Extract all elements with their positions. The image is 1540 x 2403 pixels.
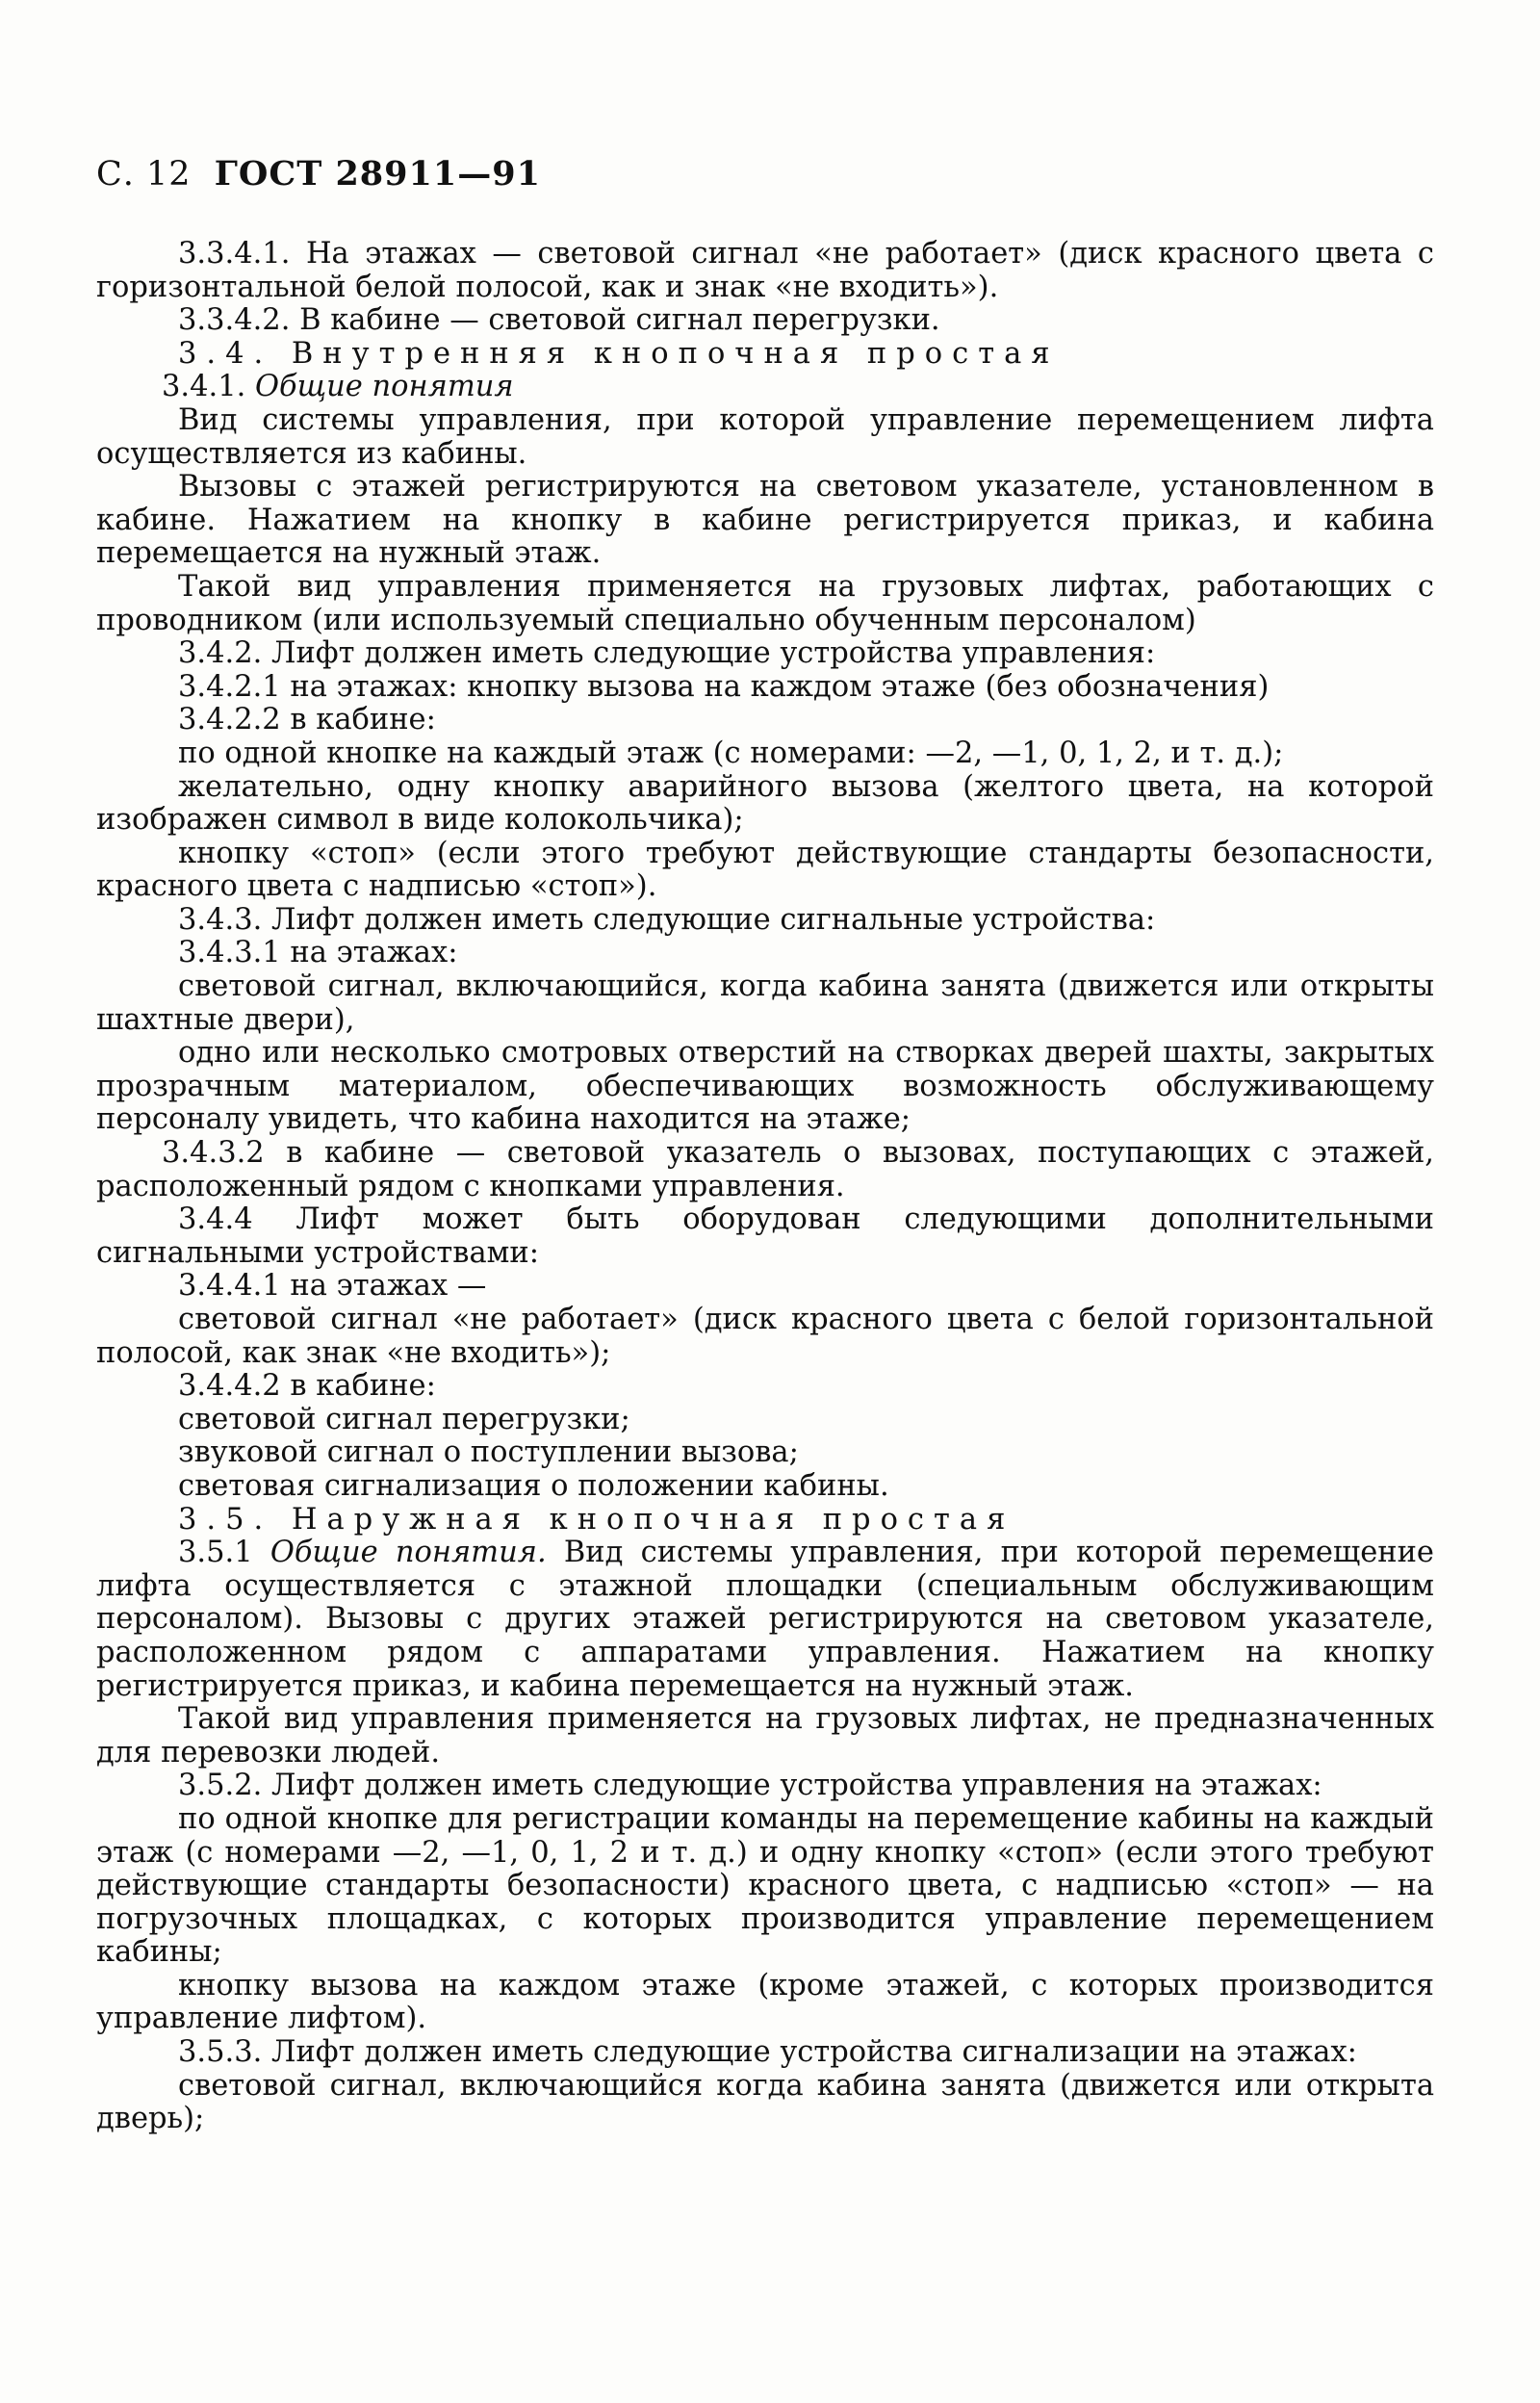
page-number: С. 12 xyxy=(96,155,192,194)
standard-designation: ГОСТ 28911—91 xyxy=(214,154,541,194)
italic-term: Общие понятия. xyxy=(270,1536,547,1570)
list-item: кнопку вызова на каждом этаже (кроме этажей, с которых производится управление лифтом). xyxy=(96,1968,1434,2036)
list-item: по одной кнопке для регистрации команды на перемещение кабины на каждый этаж (с номерами —2, —1, 0, 1, 2 и т. д.) и одну кнопку «стоп» (если этого требуют действующие стандарты безопасности) красного цвета, с надписью «стоп» — на погрузочных площадках, с которых производится управление перемещением кабины; xyxy=(96,1801,1434,1970)
section-title-3-5: 3.5. Наружная кнопочная простая xyxy=(178,1502,1015,1537)
paragraph: Такой вид управления применяется на грузовых лифтах, работающих с проводником (или используемый специально обученным персоналом) xyxy=(96,569,1434,637)
list-item: световая сигнализация о положении кабины. xyxy=(178,1468,889,1503)
list-item: по одной кнопке на каждый этаж (с номерами: —2, —1, 0, 1, 2, и т. д.); xyxy=(178,736,1284,770)
paragraph-3-5-2: 3.5.2. Лифт должен иметь следующие устройства управления на этажах: xyxy=(178,1769,1322,1803)
paragraph-3-5-3: 3.5.3. Лифт должен иметь следующие устройства сигнализации на этажах: xyxy=(178,2035,1357,2070)
paragraph-3-4-4-1: 3.4.4.1 на этажах — xyxy=(178,1269,487,1304)
paragraph-3-4-3: 3.4.3. Лифт должен иметь следующие сигнальные устройства: xyxy=(178,902,1156,937)
clause-text: Вид системы управления, при которой перемещение лифта осуществляется с этажной площадки (специальным обслуживающим персоналом). Вызовы с других этажей регистрируются на световом указателе, расположенном рядом с аппаратами управления. Нажатием на кнопку регистрируется приказ, и кабина перемещается на нужный этаж. xyxy=(96,1536,1434,1703)
paragraph-3-3-4-2: 3.3.4.2. В кабине — световой сигнал перегрузки. xyxy=(178,303,940,338)
paragraph-3-4-4-2: 3.4.4.2 в кабине: xyxy=(178,1369,436,1404)
paragraph-3-4-3-2: 3.4.3.2 в кабине — световой указатель о вызовах, поступающих с этажей, расположенный рядом с кнопками управления. xyxy=(96,1136,1434,1203)
paragraph-3-4-2-2: 3.4.2.2 в кабине: xyxy=(178,703,436,737)
list-item: кнопку «стоп» (если этого требуют действующие стандарты безопасности, красного цвета с надписью «стоп»). xyxy=(96,836,1434,904)
paragraph-3-4-4: 3.4.4 Лифт может быть оборудован следующими дополнительными сигнальными устройствами: xyxy=(96,1202,1434,1270)
page-header xyxy=(96,154,541,194)
list-item: световой сигнал перегрузки; xyxy=(178,1402,630,1436)
list-item: одно или несколько смотровых отверстий на створках дверей шахты, закрытых прозрачным материалом, обеспечивающих возможность обслуживающему персоналу увидеть, что кабина находится на этаже; xyxy=(96,1036,1434,1137)
list-item: световой сигнал «не работает» (диск красного цвета с белой горизонтальной полосой, как знак «не входить»); xyxy=(96,1303,1434,1370)
list-item: звуковой сигнал о поступлении вызова; xyxy=(178,1435,799,1470)
paragraph-3-4-3-1: 3.4.3.1 на этажах: xyxy=(178,936,458,970)
paragraph-3-4-2-1: 3.4.2.1 на этажах: кнопку вызова на каждом этаже (без обозначения) xyxy=(178,669,1270,704)
list-item: световой сигнал, включающийся когда кабина занята (движется или открыта дверь); xyxy=(96,2068,1434,2136)
paragraph: Вид системы управления, при которой управление перемещением лифта осуществляется из кабины. xyxy=(96,402,1434,471)
clause-number: 3.5.1 xyxy=(178,1536,270,1570)
section-title-3-4: 3.4. Внутренняя кнопочная простая xyxy=(178,336,1060,371)
paragraph-3-5-1 xyxy=(96,1537,1434,1703)
clause-number: 3.4.1. xyxy=(162,370,255,404)
paragraph-3-4-1-heading xyxy=(96,371,1434,404)
document-body xyxy=(96,238,1434,2136)
italic-term: Общие понятия xyxy=(255,370,514,404)
paragraph: Такой вид управления применяется на грузовых лифтах, не предназначенных для перевозки людей. xyxy=(96,1702,1434,1770)
paragraph: Вызовы с этажей регистрируются на световом указателе, установленном в кабине. Нажатием на кнопку в кабине регистрируется приказ, и кабина перемещается на нужный этаж. xyxy=(96,470,1434,571)
paragraph-3-4-2: 3.4.2. Лифт должен иметь следующие устройства управления: xyxy=(178,636,1156,671)
list-item: световой сигнал, включающийся, когда кабина занята (движется или открыты шахтные двери), xyxy=(96,969,1434,1037)
paragraph-3-3-4-1: 3.3.4.1. На этажах — световой сигнал «не работает» (диск красного цвета с горизонтальной белой полосой, как и знак «не входить»). xyxy=(96,237,1434,304)
list-item: желательно, одну кнопку аварийного вызова (желтого цвета, на которой изображен символ в виде колокольчика); xyxy=(96,769,1434,838)
